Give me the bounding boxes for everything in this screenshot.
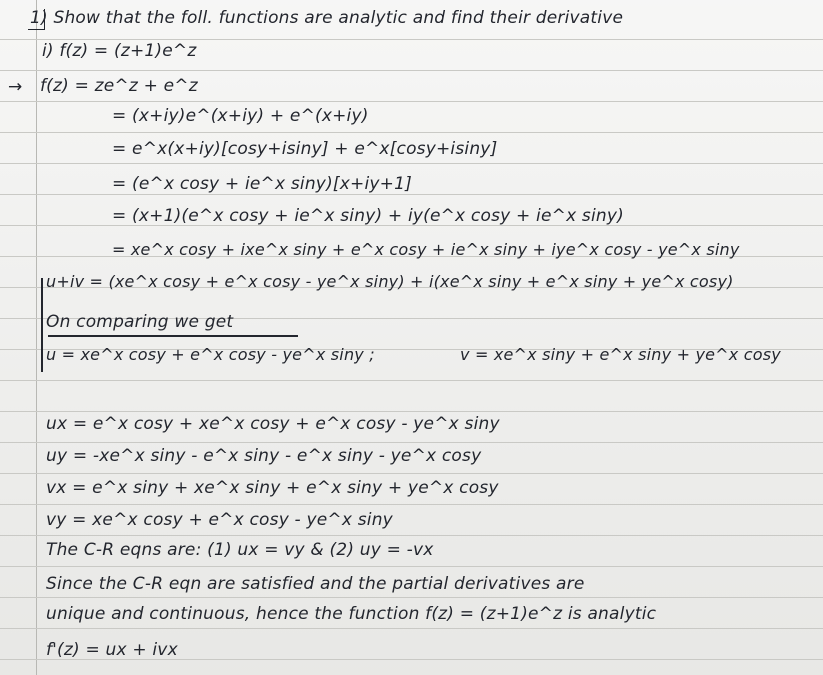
vx-line: vx = e^x siny + xe^x siny + e^x siny + ye^x cosy: [46, 478, 499, 498]
ruled-line: [0, 132, 823, 133]
side-bracket: [41, 278, 43, 372]
ux-line: ux = e^x cosy + xe^x cosy + e^x cosy - ye^x siny: [46, 414, 500, 434]
arrow-icon: →: [8, 77, 23, 97]
ruled-line: [0, 70, 823, 71]
u-expression: u = xe^x cosy + e^x cosy - ye^x siny ;: [46, 345, 375, 364]
step-line-5: = (x+1)(e^x cosy + ie^x siny) + iy(e^x cosy + ie^x siny): [112, 206, 624, 226]
ruled-line: [0, 442, 823, 443]
ruled-line: [0, 380, 823, 381]
step-line-6: = xe^x cosy + ixe^x siny + e^x cosy + ie^x siny + iye^x cosy - ye^x siny: [112, 240, 740, 259]
step-line-4: = (e^x cosy + ie^x siny)[x+iy+1]: [112, 174, 412, 194]
step-line-1: f(z) = ze^z + e^z: [40, 76, 198, 96]
ruled-line: [0, 411, 823, 412]
comparing-label: On comparing we get: [46, 312, 234, 332]
question-heading: 1) Show that the foll. functions are analytic and find their derivative: [30, 8, 624, 28]
cr-equations-line: The C-R eqns are: (1) ux = vy & (2) uy = -vx: [46, 540, 434, 560]
ruled-line: [0, 194, 823, 195]
v-expression: v = xe^x siny + e^x siny + ye^x cosy: [460, 345, 781, 364]
comparing-underline: [48, 335, 298, 337]
ruled-line: [0, 39, 823, 40]
ruled-line: [0, 566, 823, 567]
ruled-line: [0, 504, 823, 505]
vy-line: vy = xe^x cosy + e^x cosy - ye^x siny: [46, 510, 393, 530]
derivative-line: f'(z) = ux + ivx: [46, 640, 178, 660]
conclusion-line-2: unique and continuous, hence the function f(z) = (z+1)e^z is analytic: [46, 604, 657, 624]
conclusion-line-1: Since the C-R eqn are satisfied and the partial derivatives are: [46, 574, 585, 594]
u-plus-iv-line: u+iv = (xe^x cosy + e^x cosy - ye^x siny) + i(xe^x siny + e^x siny + ye^x cosy): [46, 272, 734, 291]
ruled-line: [0, 535, 823, 536]
ruled-line: [0, 163, 823, 164]
ruled-line: [0, 628, 823, 629]
function-statement: i) f(z) = (z+1)e^z: [42, 41, 197, 61]
step-line-2: = (x+iy)e^(x+iy) + e^(x+iy): [112, 106, 369, 126]
ruled-line: [0, 473, 823, 474]
uy-line: uy = -xe^x siny - e^x siny - e^x siny - ye^x cosy: [46, 446, 482, 466]
step-line-3: = e^x(x+iy)[cosy+isiny] + e^x[cosy+isiny]: [112, 139, 498, 159]
ruled-line: [0, 101, 823, 102]
ruled-line: [0, 597, 823, 598]
